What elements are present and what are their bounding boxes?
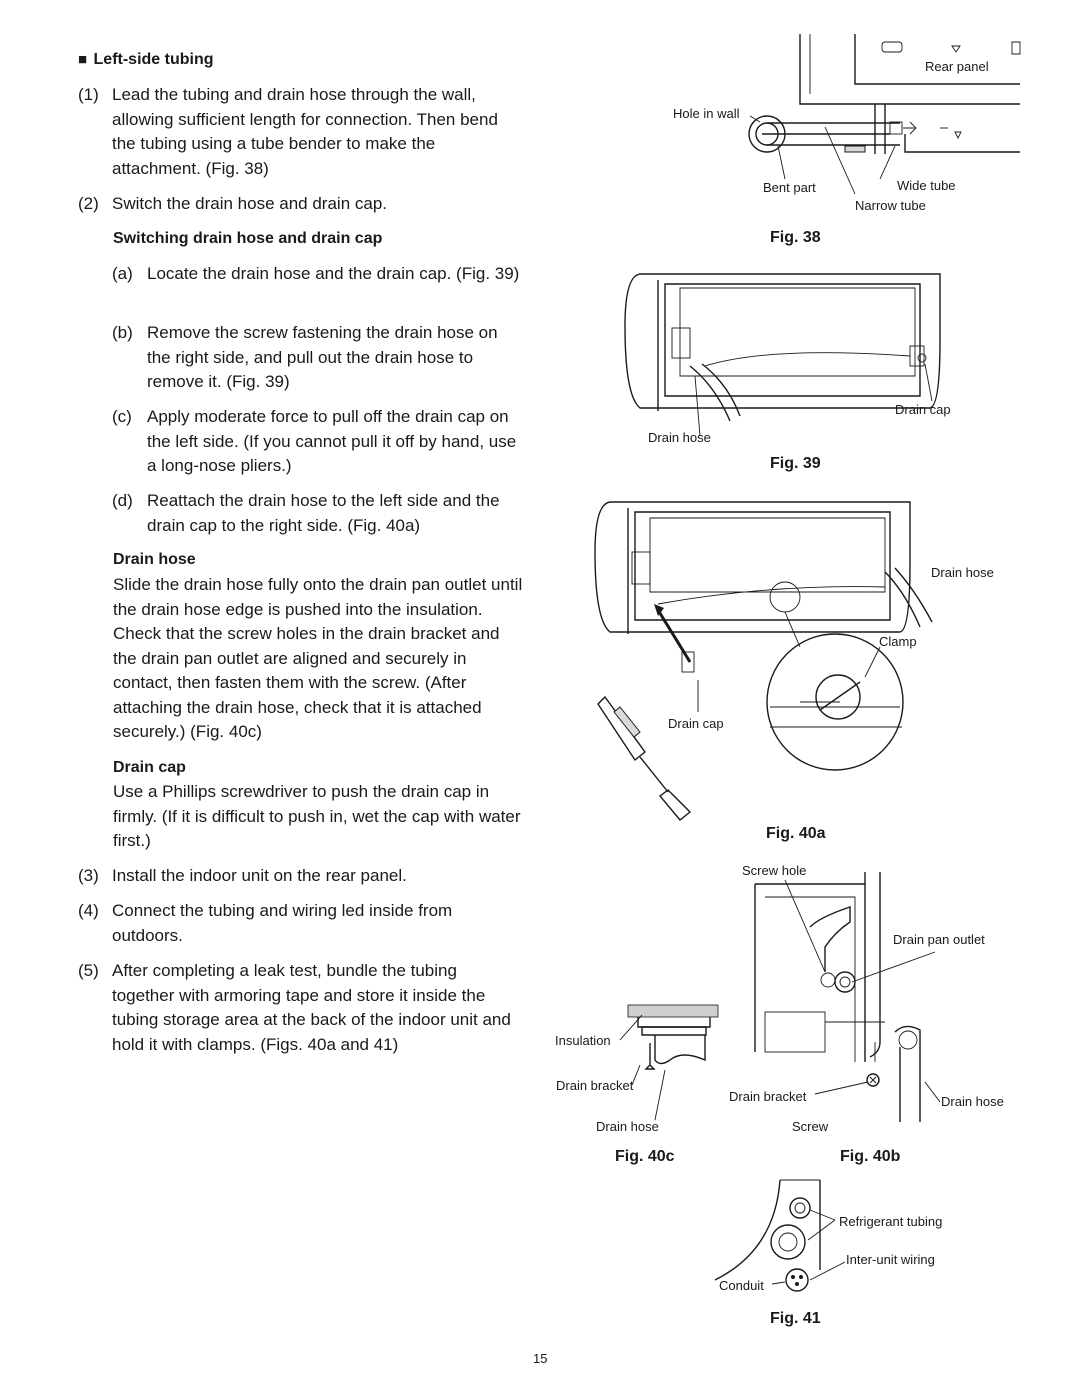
wide-tube-label: Wide tube [897, 178, 956, 193]
substep-text: Reattach the drain hose to the left side and the drain cap to the right side. (Fig. 40a) [147, 491, 500, 535]
fig40c-illustration [600, 1005, 730, 1130]
step-2 [78, 192, 523, 217]
step-number: (4) [78, 901, 99, 920]
step-text: Lead the tubing and drain hose through the wall, allowing sufficient length for connection. Then bend the tubing using a tube bender to make the attachment. (Fig. 38) [112, 85, 498, 178]
step-5 [78, 959, 523, 1057]
fig38-illustration [740, 34, 1040, 164]
substep-letter: (d) [112, 491, 133, 510]
substep-c [112, 405, 522, 479]
step-1 [78, 83, 523, 181]
step-number: (1) [78, 85, 99, 104]
bent-part-label: Bent part [763, 180, 816, 195]
fig40a-caption: Fig. 40a [766, 825, 826, 842]
substep-letter: (a) [112, 264, 133, 283]
page-number: 15 [533, 1351, 548, 1366]
drain-hose-paragraph: Slide the drain hose fully onto the drain pan outlet until the drain hose edge is pushed into the insulation. Check that the screw holes in the drain bracket and the drain pan outlet are aligned and securely in contact, then fasten them with the screw. (After attaching the drain hose, check that it is attached securely.) (Fig. 40c) [113, 575, 523, 741]
drain-cap-label: Drain cap [668, 716, 724, 731]
switching-heading: Switching drain hose and drain cap [113, 230, 383, 247]
drain-hose-label: Drain hose [941, 1094, 1004, 1109]
substep-a [112, 262, 522, 287]
step-number: (3) [78, 866, 99, 885]
drain-pan-outlet-label: Drain pan outlet [893, 932, 985, 947]
fig41-caption: Fig. 41 [770, 1310, 821, 1327]
rear-panel-label: Rear panel [925, 59, 989, 74]
step-number: (5) [78, 961, 99, 980]
square-bullet-icon: ■ [78, 51, 88, 68]
step-text: Install the indoor unit on the rear panel. [112, 866, 407, 885]
step-text: Connect the tubing and wiring led inside from outdoors. [112, 901, 453, 945]
fig40b-illustration [740, 872, 1040, 1122]
section-heading [78, 51, 214, 69]
fig40b-caption: Fig. 40b [840, 1148, 901, 1165]
drain-cap-heading: Drain cap [113, 759, 186, 776]
screw-hole-label: Screw hole [742, 863, 807, 878]
narrow-tube-label: Narrow tube [855, 198, 926, 213]
drain-bracket-label: Drain bracket [729, 1089, 807, 1104]
drain-bracket-label: Drain bracket [556, 1078, 634, 1093]
substep-text: Remove the screw fastening the drain hose on the right side, and pull out the drain hose to remove it. (Fig. 39) [147, 323, 498, 391]
drain-hose-label: Drain hose [648, 430, 711, 445]
conduit-label: Conduit [719, 1278, 764, 1293]
drain-cap-label: Drain cap [895, 402, 951, 417]
substep-letter: (c) [112, 407, 132, 426]
step-3 [78, 864, 523, 889]
step-text: Switch the drain hose and drain cap. [112, 194, 388, 213]
section-title: Left-side tubing [93, 51, 214, 68]
fig39-caption: Fig. 39 [770, 455, 821, 472]
drain-cap-paragraph: Use a Phillips screwdriver to push the drain cap in firmly. (If it is difficult to push in, wet the cap with water first.) [113, 782, 521, 850]
step-number: (2) [78, 194, 99, 213]
insulation-label: Insulation [555, 1033, 611, 1048]
fig38-caption: Fig. 38 [770, 229, 821, 246]
hole-in-wall-label: Hole in wall [673, 106, 740, 121]
refrigerant-tubing-label: Refrigerant tubing [839, 1214, 943, 1229]
substep-b [112, 321, 522, 395]
inter-unit-wiring-label: Inter-unit wiring [846, 1252, 935, 1267]
clamp-label: Clamp [879, 634, 917, 649]
drain-hose-label: Drain hose [931, 565, 994, 580]
drain-hose-label: Drain hose [596, 1119, 659, 1134]
screw-label: Screw [792, 1119, 829, 1134]
substep-text: Locate the drain hose and the drain cap. (Fig. 39) [147, 264, 520, 283]
substep-text: Apply moderate force to pull off the drain cap on the left side. (If you cannot pull it off by hand, use a long-nose pliers.) [147, 407, 517, 475]
substep-d [112, 489, 522, 538]
fig40c-caption: Fig. 40c [615, 1148, 675, 1165]
drain-hose-heading: Drain hose [113, 551, 196, 568]
step-text: After completing a leak test, bundle the tubing together with armoring tape and store it inside the tubing storage area at the back of the indoor unit and hold it with clamps. (Figs. 40a and 41) [112, 961, 511, 1054]
step-4 [78, 899, 523, 948]
substep-letter: (b) [112, 323, 133, 342]
fig40a-illustration [590, 492, 950, 822]
fig39-illustration [620, 266, 945, 446]
